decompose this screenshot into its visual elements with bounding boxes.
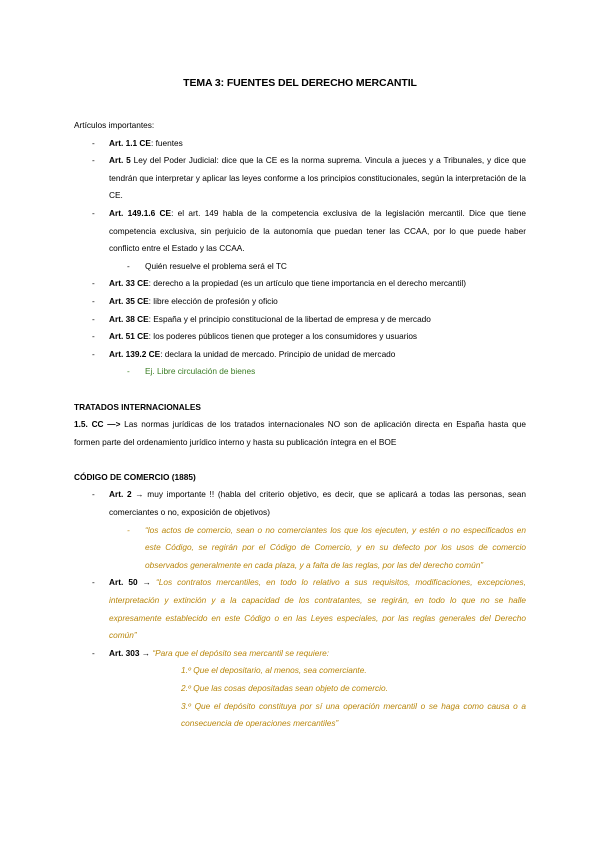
- list-item: - Art. 38 CE: España y el principio constitucional de la libertad de empresa y de mercado: [74, 311, 526, 329]
- list-item: - Art. 35 CE: libre elección de profesión y oficio: [74, 293, 526, 311]
- tratados-heading: TRATADOS INTERNACIONALES: [74, 401, 201, 412]
- art303-item: 3.º Que el depósito constituya por sí una operación mercantil o se haga como causa o a consecuencia de operaciones mercantiles”: [181, 700, 526, 729]
- document-body: [74, 117, 526, 733]
- document-title: TEMA 3: FUENTES DEL DERECHO MERCANTIL: [183, 77, 417, 89]
- quote-art2: - “los actos de comercio, sean o no comerciantes los que los ejecuten, y estén o no especificados en este Código, se regirán por el Código de Comercio, y en su defecto por los usos de comercio observados generalmente en cada plaza, y a falta de las reglas, por las del derecho común”: [74, 522, 526, 575]
- list-item: - Art. 33 CE: derecho a la propiedad (es un artículo que tiene importancia en el derecho mercantil): [74, 275, 526, 293]
- articulos-heading: Artículos importantes:: [74, 120, 155, 130]
- art303-item: 1.º Que el depositario, al menos, sea comerciante.: [181, 665, 367, 676]
- list-item-art303: - Art. 303 → “Para que el depósito sea mercantil se requiere:: [74, 645, 526, 663]
- list-item-art2: - Art. 2 → muy importante !! (habla del criterio objetivo, es decir, que se aplicará a todas las personas, sean comerciantes o no, exposición de objetivos): [74, 486, 526, 521]
- art303-item: 2.º Que las cosas depositadas sean objeto de comercio.: [181, 683, 388, 693]
- codigo-heading: CÓDIGO DE COMERCIO (1885): [74, 471, 196, 482]
- list-item: - Art. 139.2 CE: declara la unidad de mercado. Principio de unidad de mercado: [74, 346, 526, 364]
- list-item-art50: - Art. 50 → “Los contratos mercantiles, en todo lo relativo a sus requisitos, modificaciones, excepciones, interpretación y extinción y a la capacidad de los contratantes, se regirán, en todo lo que no se halle expresamente establecido en este Código o en las Leyes especiales, por las reglas generales del Derecho común”: [74, 574, 526, 644]
- list-item: - Art. 1.1 CE: fuentes: [74, 135, 526, 153]
- tratados-paragraph: 1.5. CC —> Las normas jurídicas de los tratados internacionales NO son de aplicación directa en España hasta que formen parte del ordenamiento jurídico interno y hasta su publicación íntegra en el BOE: [74, 419, 526, 447]
- list-item: - Art. 51 CE: los poderes públicos tienen que proteger a los consumidores y usuarios: [74, 328, 526, 346]
- sub-list-item-example: - Ej. Libre circulación de bienes: [74, 363, 526, 381]
- list-item: - Art. 149.1.6 CE: el art. 149 habla de la competencia exclusiva de la legislación mercantil. Dice que tiene competencia exclusiva, sin perjuicio de la autonomía que puedan tener las CCAA, por lo que puede haber conflicto entre el Estado y las CCAA.: [74, 205, 526, 258]
- sub-list-item: - Quién resuelve el problema será el TC: [74, 258, 526, 276]
- list-item: - Art. 5 Ley del Poder Judicial: dice que la CE es la norma suprema. Vincula a jueces y a Tribunales, y dice que tendrán que interpretar y aplicar las leyes conforme a los principios constitucionales, según la interpretación de la CE.: [74, 152, 526, 205]
